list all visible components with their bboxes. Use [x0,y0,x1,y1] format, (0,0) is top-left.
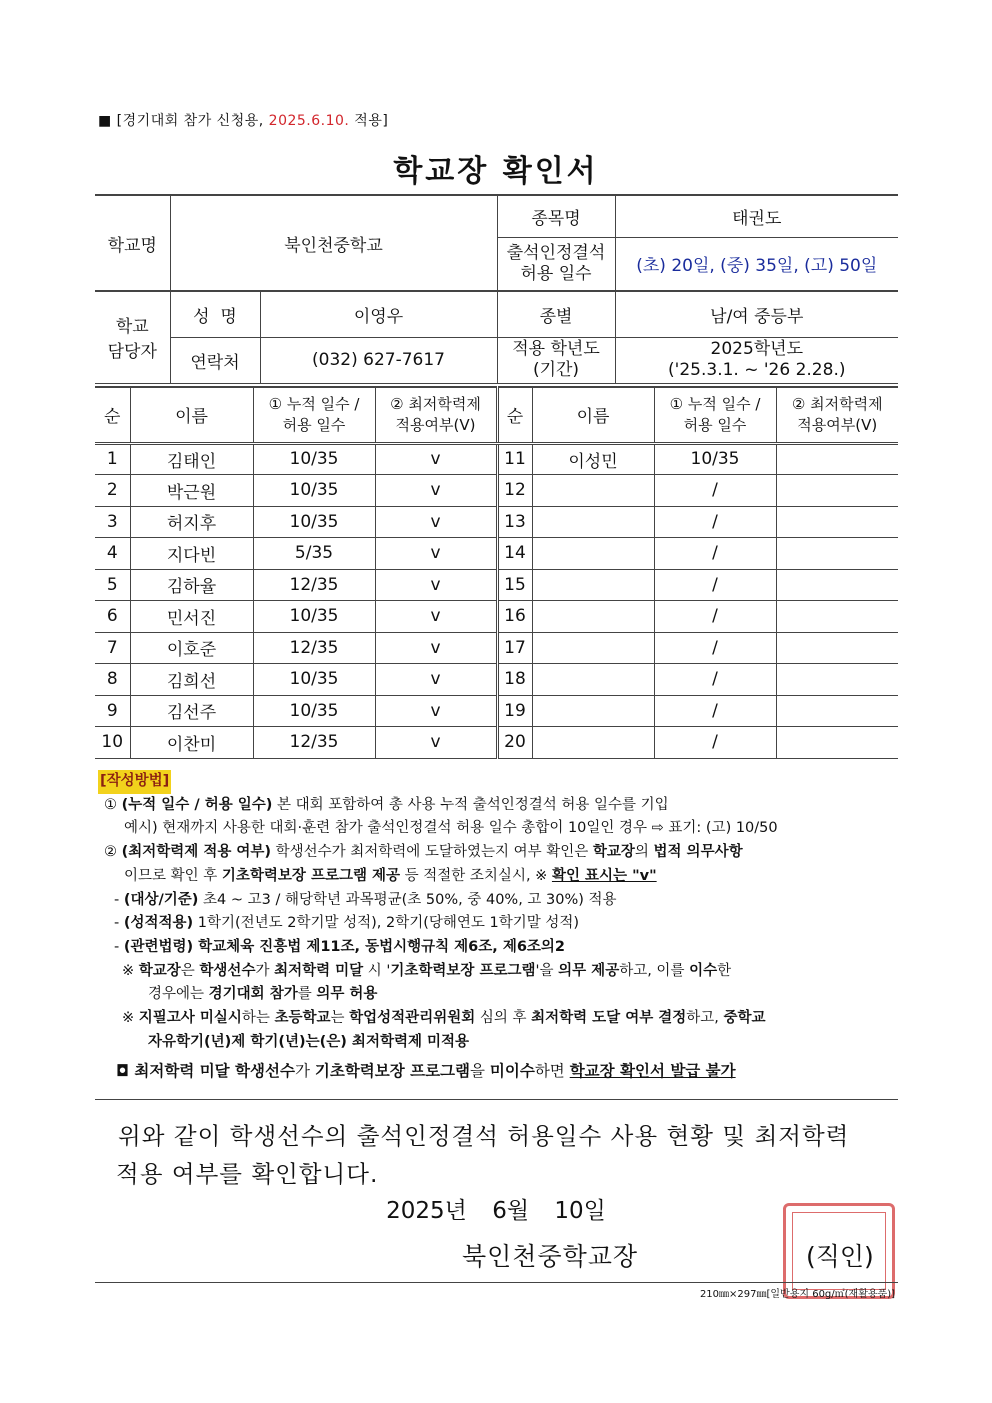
students-table [95,386,898,759]
name-label: 성 명 [170,291,260,337]
header-days: ① 누적 일수 / 허용 일수 [654,387,776,443]
table-row [95,506,898,538]
sport-label: 종목명 [497,195,615,237]
row-no: 15 [497,569,532,601]
student-name [532,506,654,538]
seal-label: (직인) [806,1242,874,1271]
category-value: 남/여 중등부 [615,291,898,337]
sport-value: 태권도 [615,195,898,237]
student-check: v [375,475,497,507]
student-check: v [375,664,497,696]
student-check: v [375,538,497,570]
student-check: v [375,443,497,475]
student-check [776,695,898,727]
student-name: 박근원 [130,475,253,507]
student-days: / [654,538,776,570]
row-no: 16 [497,601,532,633]
student-name [532,727,654,759]
table-row [95,475,898,507]
row-no: 4 [95,538,130,570]
student-days: 10/35 [654,443,776,475]
notice-date: 2025.6.10. [268,113,350,129]
row-no: 8 [95,664,130,696]
student-days: / [654,569,776,601]
table-row [95,695,898,727]
student-days: 12/35 [253,727,375,759]
writing-method: [작성방법] ① (누적 일수 / 허용 일수) 본 대회 포함하여 총 사용 누적 출석인정결석 허용 일수를 기입 예시) 현재까지 사용한 대회·훈련 참가 출석인정결석 허용 일수 총합이 10일인 경우 ⇨ 표기: (고) 10/50 ② (최저학력제 적용 여부) 학생선수가 최저학력에 도달하였는지 여부 확인은 학교장의 법적 의무사항 이므로 확인 후 기초학력보장 프로그램 제공 등 적절한 조치실시, ※ 확인 표시는 "v" - (대상/기준) 초4 ~ 고3 / 해당학년 과목평균(초 50%, 중 40%, 고 30%) 적용 - (성적적용) 1학기(전년도 2학기말 성적), 2학기(당해연도 1학기말 성적) - (관련법령) 학교체육 진흥법 제11조, 동법시행규칙 제6조, 제6조의2 ※ 학교장은 학생선수가 최저학력 미달 시 '기초학력보장 프로그램'을 의무 제공하고, 이를 이수한 경우에는 경기대회 참가를 의무 허용 ※ 지필고사 미실시하는 초등학교는 학업성적관리위원회 심의 후 최저학력 도달 여부 결정하고, 중학교 자유학기(년)제 학기(년)는(은) 최저학력제 미적용 ◘ 최저학력 미달 학생선수가 기초학력보장 프로그램을 미이수하면 학교장 확인서 발급 불가 [98,770,898,1084]
student-check: v [375,569,497,601]
student-name [532,475,654,507]
student-days: 10/35 [253,443,375,475]
school-label: 학교명 [95,195,170,291]
row-no: 5 [95,569,130,601]
method-heading: [작성방법] [98,770,171,794]
student-days: 12/35 [253,569,375,601]
student-name: 김태인 [130,443,253,475]
table-row [95,601,898,633]
student-name: 이찬미 [130,727,253,759]
student-check [776,632,898,664]
table-row [95,727,898,759]
table-row [95,443,898,475]
row-no: 18 [497,664,532,696]
year-label: 적용 학년도 (기간) [497,337,615,383]
header-days: ① 누적 일수 / 허용 일수 [253,387,375,443]
row-no: 17 [497,632,532,664]
student-days: / [654,506,776,538]
page-title: 학교장 확인서 [393,154,599,189]
student-days: 10/35 [253,695,375,727]
student-name: 민서진 [130,601,253,633]
row-no: 11 [497,443,532,475]
student-name [532,632,654,664]
year-value: 2025학년도 ('25.3.1. ~ '26 2.28.) [615,337,898,383]
student-days: 10/35 [253,506,375,538]
row-no: 14 [497,538,532,570]
table-row [95,569,898,601]
row-no: 6 [95,601,130,633]
student-name: 김희선 [130,664,253,696]
student-check: v [375,727,497,759]
student-days: 12/35 [253,632,375,664]
student-check: v [375,632,497,664]
student-days: 10/35 [253,664,375,696]
row-no: 3 [95,506,130,538]
row-no: 2 [95,475,130,507]
header-check: ② 최저학력제 적용여부(V) [776,387,898,443]
row-no: 19 [497,695,532,727]
header-no: 순 [95,387,130,443]
student-check [776,727,898,759]
student-check [776,443,898,475]
student-check [776,664,898,696]
student-check [776,601,898,633]
name-value: 이영우 [260,291,497,337]
student-check: v [375,601,497,633]
category-label: 종별 [497,291,615,337]
school-info-table [95,194,898,384]
student-check [776,506,898,538]
row-no: 7 [95,632,130,664]
table-row [95,664,898,696]
divider [95,1099,898,1100]
allow-days-value: (초) 20일, (중) 35일, (고) 50일 [615,237,898,291]
row-no: 13 [497,506,532,538]
student-check: v [375,506,497,538]
student-check [776,475,898,507]
student-days: / [654,632,776,664]
issue-date: 2025년 6월 10일 [386,1198,606,1224]
row-no: 12 [497,475,532,507]
student-days: / [654,727,776,759]
student-days: / [654,475,776,507]
student-name: 김하율 [130,569,253,601]
student-check: v [375,695,497,727]
contact-value: (032) 627-7617 [260,337,497,383]
footer-divider [95,1282,898,1283]
student-days: / [654,664,776,696]
allow-days-label: 출석인정결석 허용 일수 [497,237,615,291]
manager-label: 학교 담당자 [95,291,170,383]
student-name: 허지후 [130,506,253,538]
student-name [532,601,654,633]
student-days: 10/35 [253,601,375,633]
form-notice: ■ [경기대회 참가 신청용, 2025.6.10. 적용] [98,113,389,129]
row-no: 10 [95,727,130,759]
student-name [532,664,654,696]
row-no: 1 [95,443,130,475]
row-no: 9 [95,695,130,727]
student-days: 10/35 [253,475,375,507]
contact-label: 연락처 [170,337,260,383]
student-days: / [654,601,776,633]
paper-spec: 210㎜×297㎜[일반용지 60g/㎡(재활용품)] [699,1289,895,1300]
confirm-statement: 위와 같이 학생선수의 출석인정결석 허용일수 사용 현황 및 최저학력 적용 여부를 확인합니다. [116,1122,850,1188]
student-days: / [654,695,776,727]
student-days: 5/35 [253,538,375,570]
student-check [776,538,898,570]
principal-name: 북인천중학교장 [462,1242,639,1271]
student-name [532,538,654,570]
header-name: 이름 [130,387,253,443]
row-no: 20 [497,727,532,759]
student-name: 이성민 [532,443,654,475]
student-name: 이호준 [130,632,253,664]
table-row [95,632,898,664]
school-name: 북인천중학교 [170,195,497,291]
student-name [532,695,654,727]
student-name: 지다빈 [130,538,253,570]
table-row [95,538,898,570]
header-no: 순 [497,387,532,443]
student-name: 김선주 [130,695,253,727]
student-check [776,569,898,601]
header-check: ② 최저학력제 적용여부(V) [375,387,497,443]
header-name: 이름 [532,387,654,443]
student-name [532,569,654,601]
